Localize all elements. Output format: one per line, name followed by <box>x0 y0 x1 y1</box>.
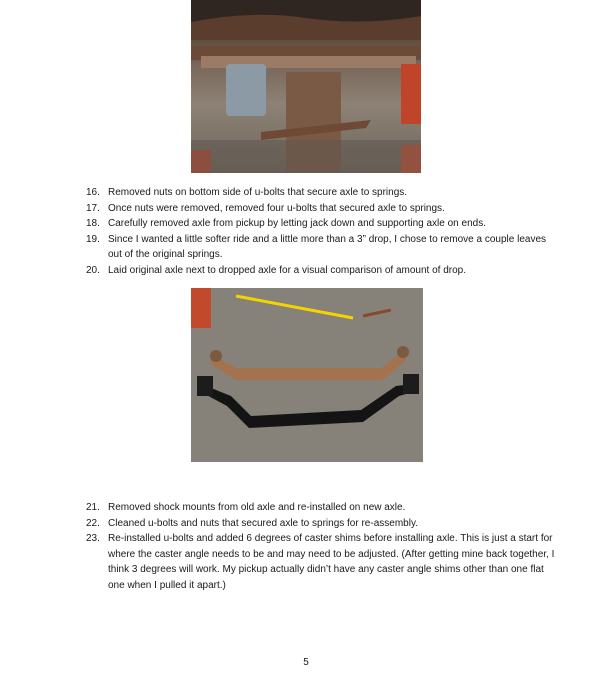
steps-list-16-20 <box>86 185 556 278</box>
photo-axle-comparison <box>191 288 423 462</box>
list-item <box>86 216 556 232</box>
step-text: Laid original axle next to dropped axle for a visual comparison of amount of drop. <box>108 264 466 276</box>
list-item <box>86 263 556 279</box>
list-item <box>86 500 556 516</box>
step-text: Removed nuts on bottom side of u-bolts that secure axle to springs. <box>108 187 408 198</box>
list-item <box>86 201 556 217</box>
step-text: Once nuts were removed, removed four u-bolts that secured axle to springs. <box>108 202 445 214</box>
step-number: 20. <box>86 264 100 276</box>
step-text: Re-installed u-bolts and added 6 degrees of caster shims before installing axle. This is just a start for where the caster angle needs to be and may need to be adjusted. (After getting mine back together, I think 3 degrees will work. My pickup actually didn’t have any caster angle shims other than one flat one when I pulled it apart.) <box>108 533 555 591</box>
step-text: Carefully removed axle from pickup by letting jack down and supporting axle on ends. <box>108 218 486 229</box>
step-text: Removed shock mounts from old axle and re-installed on new axle. <box>108 502 406 513</box>
step-number: 23. <box>86 533 100 544</box>
step-text: Cleaned u-bolts and nuts that secured axle to springs for re-assembly. <box>108 517 418 529</box>
list-item <box>86 185 556 201</box>
steps-list-21-23 <box>86 500 556 593</box>
list-item <box>86 232 556 263</box>
step-number: 18. <box>86 218 100 229</box>
step-text: Since I wanted a little softer ride and a little more than a 3” drop, I chose to remove a couple leaves out of the original springs. <box>108 233 547 260</box>
step-number: 16. <box>86 187 100 198</box>
photo-axle-on-jack <box>191 0 421 173</box>
step-number: 17. <box>86 202 100 214</box>
step-number: 19. <box>86 233 100 245</box>
list-item <box>86 516 556 532</box>
step-number: 21. <box>86 502 100 513</box>
photo-axle-on-jack-illustration <box>191 0 421 173</box>
photo-axle-comparison-illustration <box>191 288 423 462</box>
page-number: 5 <box>303 657 309 668</box>
step-number: 22. <box>86 517 100 529</box>
list-item <box>86 531 556 593</box>
